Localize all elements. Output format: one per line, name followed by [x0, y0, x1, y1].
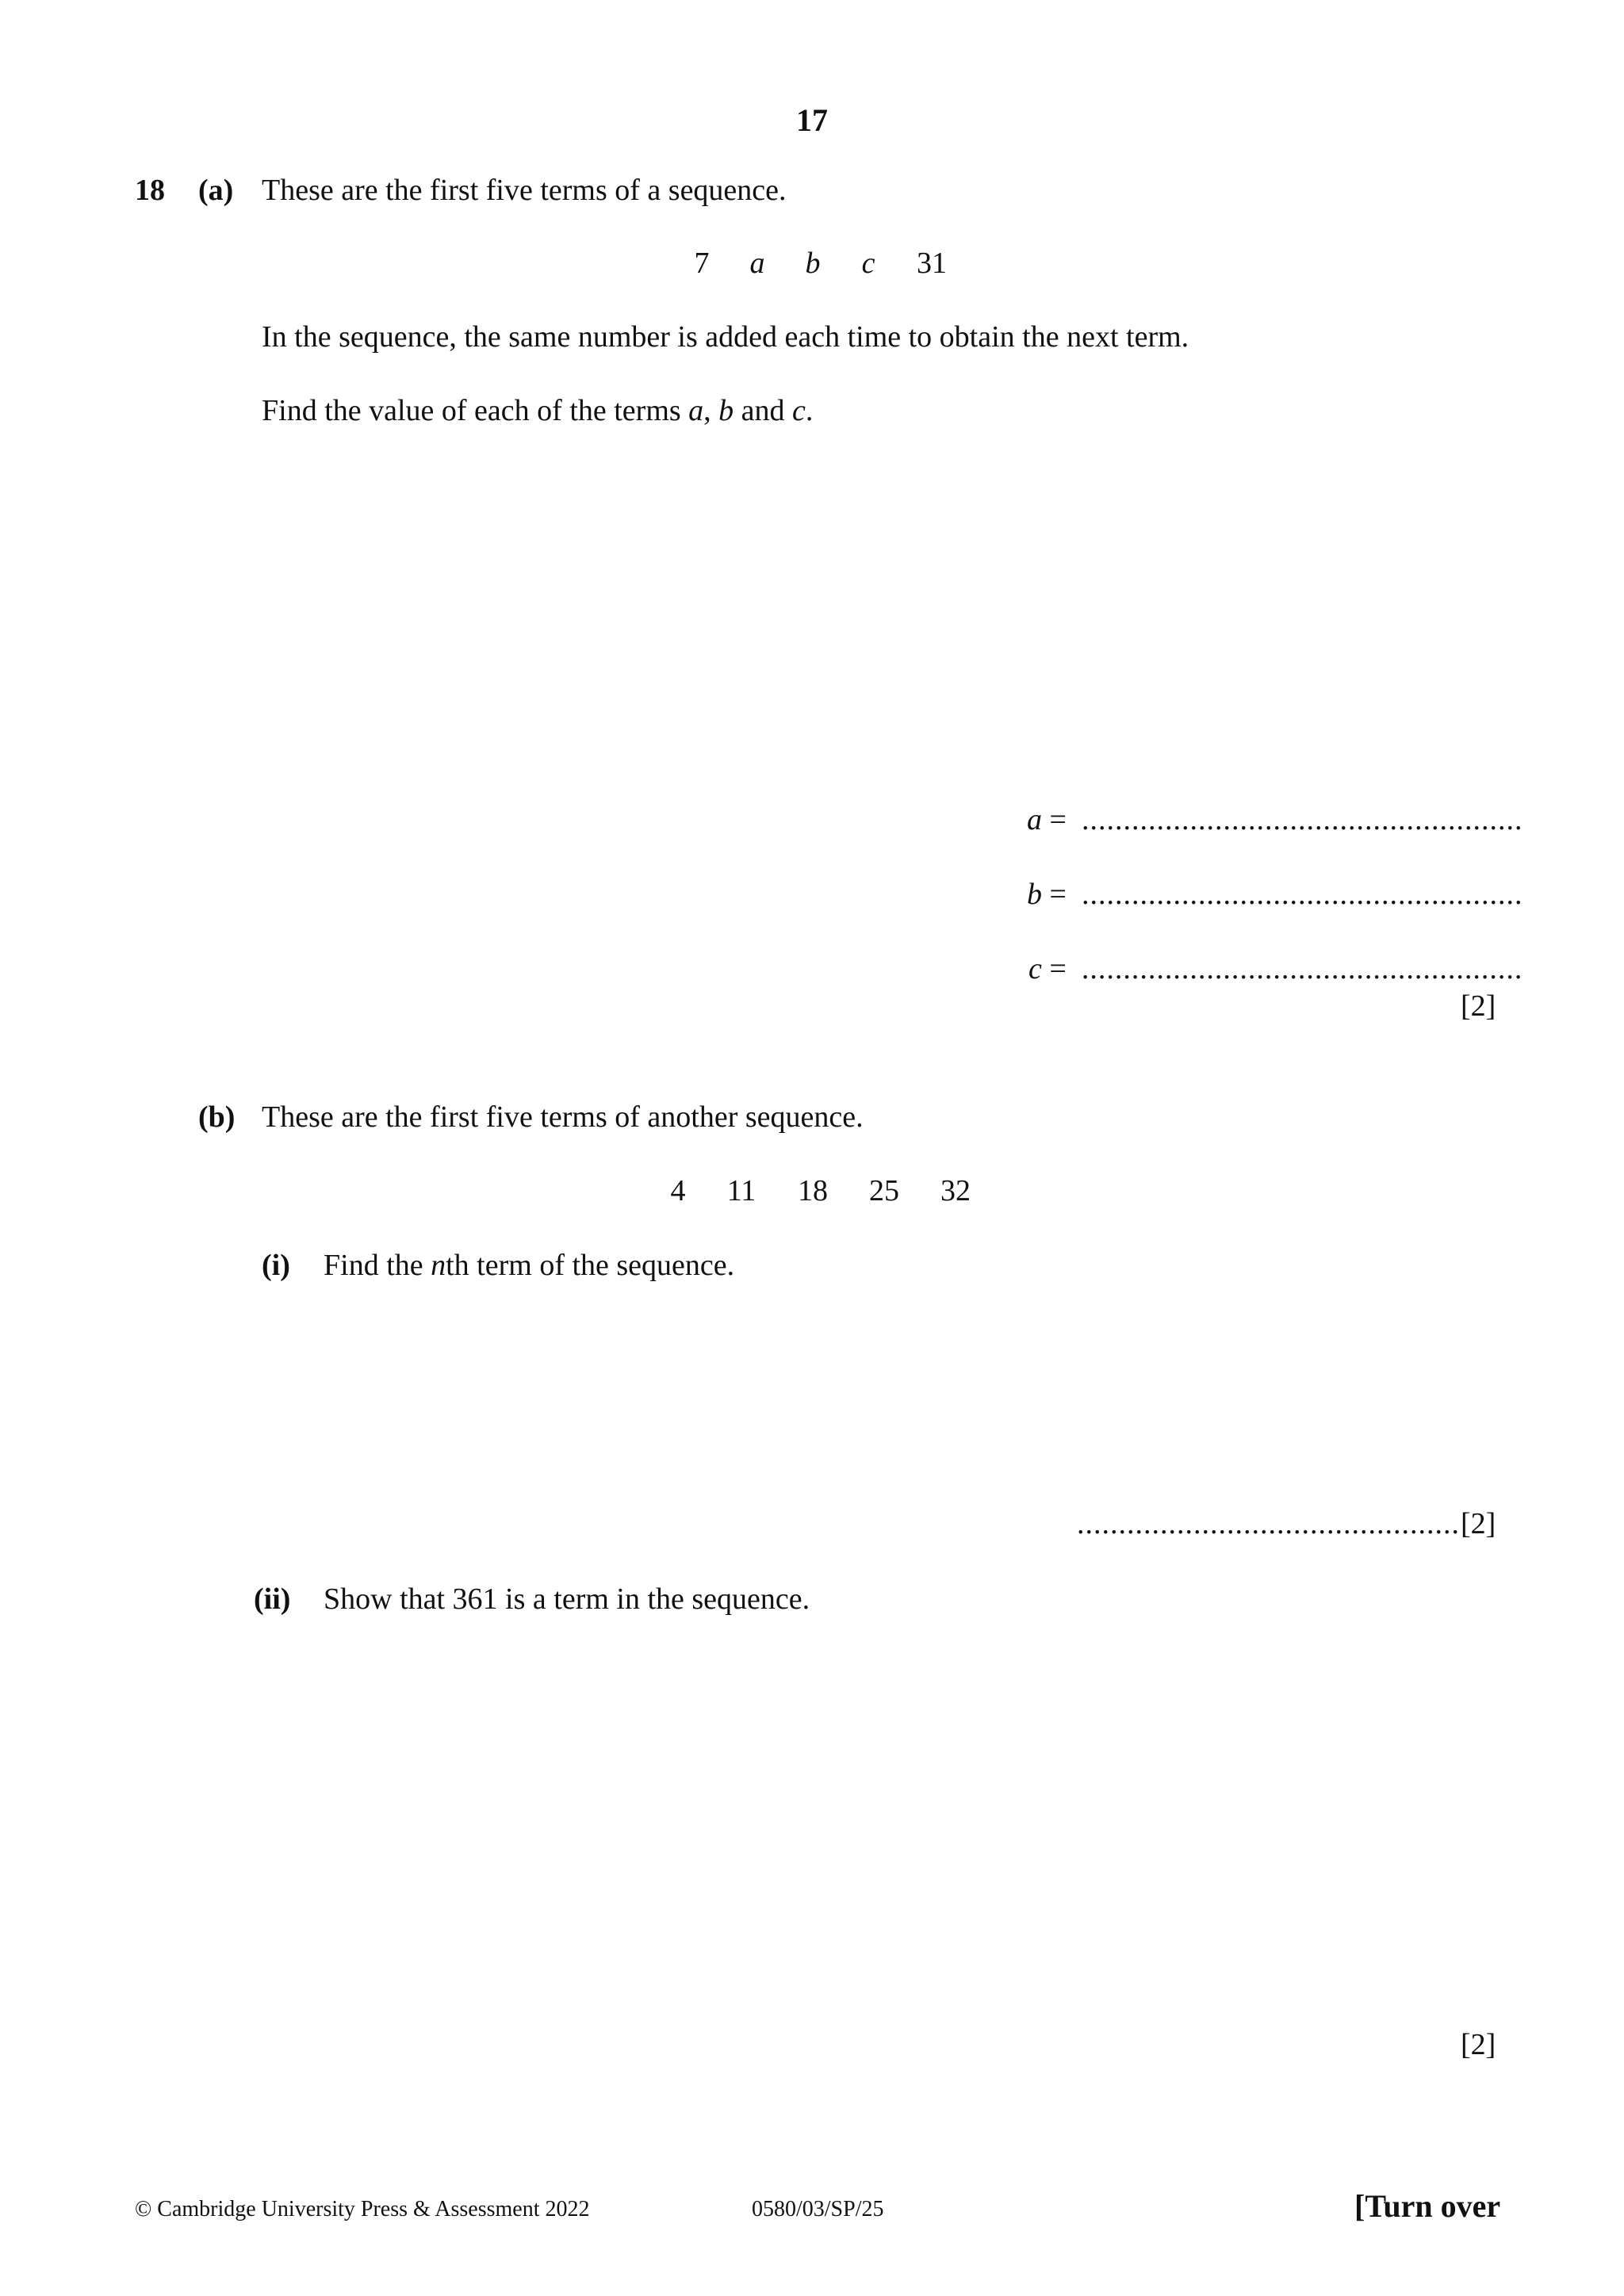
part-b-label: (b)	[198, 1100, 236, 1134]
sequence-term: 4	[670, 1174, 686, 1207]
answer-line-a[interactable]: a = .....................................................	[1027, 803, 1523, 836]
part-a-label: (a)	[198, 174, 234, 207]
marks-part-b-i: [2]	[1461, 1507, 1496, 1540]
sequence-term: b	[805, 247, 821, 280]
sequence-term: a	[749, 247, 765, 280]
sequence-term: 11	[726, 1174, 756, 1207]
part-b-i-text: Find the nth term of the sequence.	[324, 1249, 735, 1282]
marks-part-a: [2]	[1461, 989, 1496, 1023]
sequence-term: 18	[798, 1174, 828, 1207]
answer-line-c[interactable]: c = .....................................................	[1028, 952, 1523, 985]
part-b-ii-label: (ii)	[254, 1582, 291, 1616]
sequence-a-terms	[674, 246, 967, 281]
turn-over-label: [Turn over	[1354, 2188, 1501, 2224]
footer-copyright: © Cambridge University Press & Assessment 2022	[135, 2197, 590, 2221]
answer-line-b[interactable]: b = .....................................................	[1027, 878, 1523, 911]
part-b-i-label: (i)	[262, 1249, 290, 1282]
part-a-intro: These are the first five terms of a sequence.	[262, 174, 787, 207]
question-number: 18	[135, 174, 165, 207]
page-number: 17	[796, 102, 828, 138]
sequence-term: 25	[869, 1174, 899, 1207]
sequence-b-terms	[650, 1173, 991, 1208]
answer-line-nth-term[interactable]: ..............................................	[1077, 1507, 1460, 1540]
part-b-ii-text: Show that 361 is a term in the sequence.	[324, 1582, 810, 1616]
sequence-term: 31	[917, 247, 947, 280]
marks-part-b-ii: [2]	[1461, 2028, 1496, 2061]
part-a-task: Find the value of each of the terms a, b and c.	[262, 394, 814, 427]
sequence-term: 7	[694, 247, 710, 280]
part-b-intro: These are the first five terms of another sequence.	[262, 1100, 864, 1134]
part-a-rule: In the sequence, the same number is added each time to obtain the next term.	[262, 320, 1189, 354]
sequence-term: 32	[940, 1174, 971, 1207]
footer-paper-code: 0580/03/SP/25	[752, 2197, 884, 2221]
sequence-term: c	[861, 247, 875, 280]
